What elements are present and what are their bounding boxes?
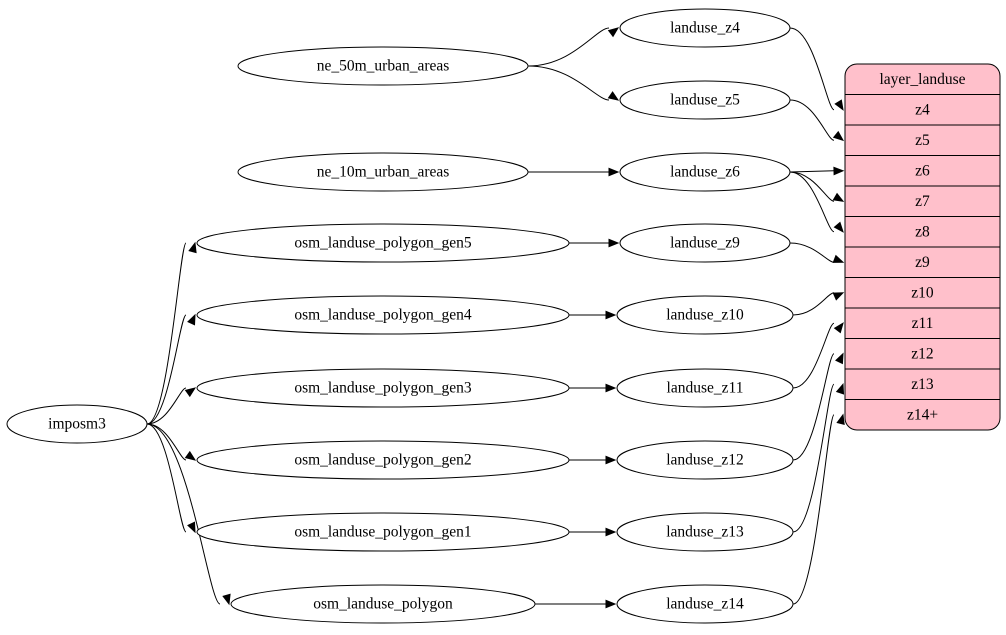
graph-edge [528,28,618,66]
graph-node-label: osm_landuse_polygon_gen4 [294,306,472,324]
layer-table-row-z10[interactable]: z10 [911,284,934,302]
graph-node-label: osm_landuse_polygon_gen3 [294,379,472,397]
graph-edge [569,311,615,318]
graph-node-label: landuse_z12 [666,451,744,469]
graph-edge [569,239,618,246]
graph-edge [793,354,843,460]
graph-node-label: landuse_z9 [670,234,740,252]
layer-table-row-z6[interactable]: z6 [915,162,930,180]
graph-node-ne_10m_urban_areas[interactable] [238,153,528,191]
graph-node-label: landuse_z6 [670,163,740,181]
layer-table-row-z4[interactable]: z4 [915,101,930,119]
graph-edge [790,243,843,262]
layer-table-row-z12[interactable]: z12 [911,345,934,363]
graph-node-osm_landuse_polygon[interactable] [231,585,535,623]
layer-table-row-z9[interactable]: z9 [915,253,930,271]
layer-table-row-z5[interactable]: z5 [915,131,930,149]
graph-edge [147,388,195,424]
graph-node-label: ne_10m_urban_areas [316,163,450,181]
graph-edge [528,66,618,100]
graph-node-label: imposm3 [48,415,106,433]
graph-node-label: landuse_z13 [666,523,744,541]
graph-edge [790,100,843,140]
graph-node-label: landuse_z14 [666,595,744,613]
graph-node-osm_landuse_polygon_gen4[interactable] [197,296,569,334]
graph-node-ne_50m_urban_areas[interactable] [238,47,528,85]
graph-node-landuse_z11[interactable] [617,369,793,407]
graph-node-label: landuse_z5 [670,91,740,109]
graph-node-osm_landuse_polygon_gen1[interactable] [197,513,569,551]
table-layer [845,64,1000,430]
layer-table-row-z14+[interactable]: z14+ [906,406,939,424]
graph-edge [793,293,843,315]
graph-node-label: osm_landuse_polygon_gen2 [294,451,472,469]
graph-node-label: osm_landuse_polygon [313,595,453,613]
graph-node-landuse_z14[interactable] [617,585,793,623]
graph-edge [790,28,843,110]
graph-node-landuse_z4[interactable] [620,9,790,47]
graph-edge [790,172,843,201]
graph-node-landuse_z6[interactable] [620,153,790,191]
nodes-layer [7,9,793,623]
layer-table [845,64,1000,430]
layer-table-row-z7[interactable]: z7 [915,192,930,210]
graph-node-label: landuse_z11 [666,379,744,397]
graph-node-landuse_z12[interactable] [617,441,793,479]
graph-edge [793,415,844,604]
graph-edge [569,456,615,463]
graph-node-label: osm_landuse_polygon_gen1 [294,523,472,541]
graph-node-osm_landuse_polygon_gen3[interactable] [197,369,569,407]
graph-node-label: landuse_z4 [670,19,740,37]
layer-table-row-z8[interactable]: z8 [915,223,930,241]
graph-node-label: landuse_z10 [666,306,744,324]
graph-node-label: osm_landuse_polygon_gen5 [294,234,472,252]
layer-table-row-z11[interactable]: z11 [911,314,934,332]
graph-edge [793,323,843,388]
graph-node-osm_landuse_polygon_gen5[interactable] [197,224,569,262]
graph-node-imposm3[interactable] [7,405,147,443]
layer-table-row-z13[interactable]: z13 [911,375,934,393]
graph-edge [790,172,843,232]
graph-node-landuse_z13[interactable] [617,513,793,551]
graph-edge [569,528,615,535]
layer-table-title: layer_landuse [879,70,966,88]
graph-node-landuse_z5[interactable] [620,81,790,119]
graph-edge [569,384,615,391]
graph-node-landuse_z10[interactable] [617,296,793,334]
graph-edge [147,424,195,460]
graph-edge [528,168,618,175]
graph-edge [147,243,196,424]
graph-edge [793,384,844,532]
graph-node-osm_landuse_polygon_gen2[interactable] [197,441,569,479]
graph-edge [535,600,615,607]
graph-node-label: ne_50m_urban_areas [316,57,450,75]
graph-node-landuse_z9[interactable] [620,224,790,262]
